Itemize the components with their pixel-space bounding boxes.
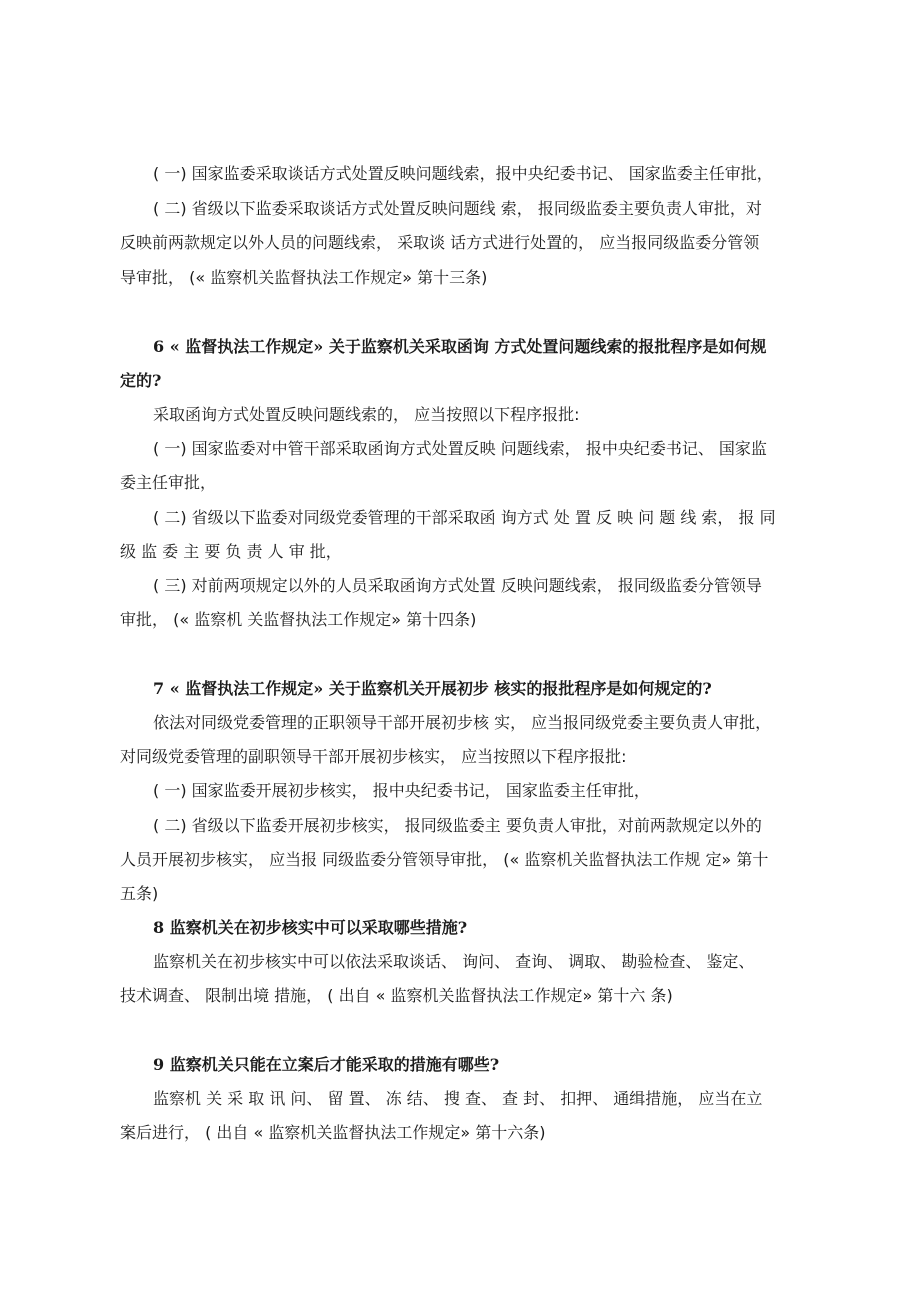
s7-item1: ( 一) 国家监委开展初步核实， 报中央纪委书记， 国家监委主任审批， — [153, 781, 650, 800]
s9-heading: 9 监察机关只能在立案后才能采取的措施有哪些? — [153, 1055, 500, 1074]
s6-item2-line2: 级 监 委 主 要 负 责 人 审 批， — [120, 542, 342, 561]
s8-body-line2: 技术调查、 限制出境 措施， ( 出自 « 监察机关监督执法工作规定» 第十六 条) — [120, 986, 673, 1005]
s7-intro-line2: 对同级党委管理的副职领导干部开展初步核实， 应当按照以下程序报批: — [120, 747, 627, 766]
s6-heading-line1: 6 « 监督执法工作规定» 关于监察机关采取函询 方式处置问题线索的报批程序是如何规 — [153, 337, 767, 356]
s5-item2-line3: 导审批， (« 监察机关监督执法工作规定» 第十三条) — [120, 268, 488, 287]
s7-item2-line1: ( 二) 省级以下监委开展初步核实， 报同级监委主 要负责人审批，对前两款规定以外的 — [153, 816, 762, 835]
s8-heading: 8 监察机关在初步核实中可以采取哪些措施? — [153, 918, 468, 937]
s7-item2-line2: 人员开展初步核实， 应当报 同级监委分管领导审批， (« 监察机关监督执法工作规 定» 第十 — [120, 850, 769, 869]
s6-item3-line1: ( 三) 对前两项规定以外的人员采取函询方式处置 反映问题线索， 报同级监委分管领导 — [153, 576, 762, 595]
s9-body-line1: 监察机 关 采 取 讯 问、 留 置、 冻 结、 搜 查、 查 封、 扣押、 通缉措施， 应当在立 — [153, 1089, 763, 1108]
s7-heading: 7 « 监督执法工作规定» 关于监察机关开展初步 核实的报批程序是如何规定的? — [153, 679, 712, 698]
s6-intro: 采取函询方式处置反映问题线索的， 应当按照以下程序报批: — [153, 405, 580, 424]
s5-item2-line1: ( 二) 省级以下监委采取谈话方式处置反映问题线 索， 报同级监委主要负责人审批，对 — [153, 199, 762, 218]
s7-intro-line1: 依法对同级党委管理的正职领导干部开展初步核 实， 应当报同级党委主要负责人审批， — [153, 713, 772, 732]
s6-item1-line1: ( 一) 国家监委对中管干部采取函询方式处置反映 问题线索， 报中央纪委书记、 国家监 — [153, 439, 767, 458]
s5-item2-line2: 反映前两款规定以外人员的问题线索， 采取谈 话方式进行处置的， 应当报同级监委分管领 — [120, 233, 760, 252]
s7-item2-line3: 五条) — [120, 884, 159, 903]
s8-body-line1: 监察机关在初步核实中可以依法采取谈话、 询问、 查询、 调取、 勘验检查、 鉴定、 — [153, 952, 755, 971]
s6-item2-line1: ( 二) 省级以下监委对同级党委管理的干部采取函 询方式 处 置 反 映 问 题 线 索， 报 同 — [153, 508, 776, 527]
s6-heading-line2: 定的? — [120, 371, 162, 390]
s6-item3-line2: 审批， (« 监察机 关监督执法工作规定» 第十四条) — [120, 610, 477, 629]
s5-item1: ( 一) 国家监委采取谈话方式处置反映问题线索，报中央纪委书记、 国家监委主任审批， — [153, 164, 773, 183]
s6-item1-line2: 委主任审批， — [120, 473, 217, 492]
s9-body-line2: 案后进行， ( 出自 « 监察机关监督执法工作规定» 第十六条) — [120, 1123, 546, 1142]
